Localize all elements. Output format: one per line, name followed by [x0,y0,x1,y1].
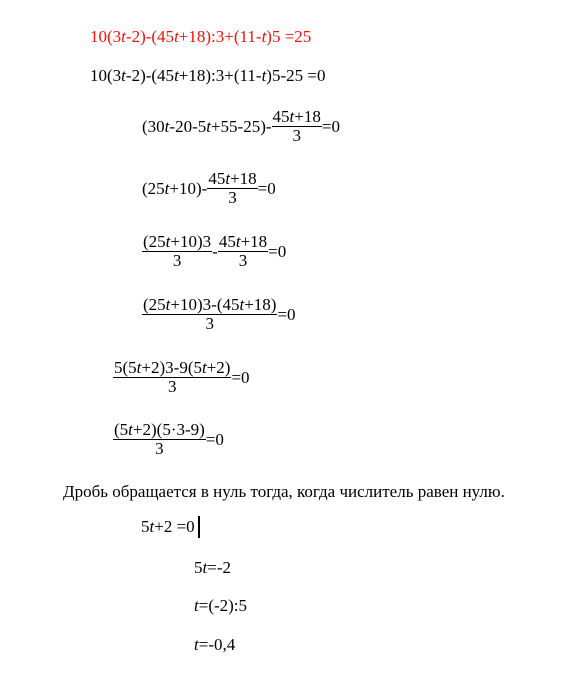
fraction [113,359,231,396]
equation-moved-terms: 10(3t-2)-(45t+18):3+(11-t)5-25 =0 [90,66,326,85]
fraction-numerator: 45t+18 [218,232,268,251]
fraction-denominator: 3 [238,251,248,270]
fraction-numerator: 45t+18 [208,169,257,188]
equation-step-expand: (30t-20-5t+55-25)- $\frac{45t+18}{3}$ =0 [142,107,340,145]
fraction-numerator: (25t+10)3 [143,232,212,251]
equation-step-simplify: (25t+10)- $\frac{45t+18}{3}$ =0 [142,169,276,207]
fraction-denominator: 3 [167,377,177,396]
fraction-denominator: 3 [228,188,237,207]
text-cursor [198,516,200,538]
fraction-numerator: 5(5t+2)3-9(5t+2) [114,358,231,377]
fraction-denominator: 3 [205,314,214,333]
fraction [207,170,257,207]
equation-numerator-zero: 5t+2 =0 [141,516,200,538]
fraction [113,421,206,458]
fraction-denominator: 3 [172,251,182,270]
fraction [142,233,212,270]
equation-solve-step-2: t=(-2):5 [194,596,248,615]
equation-step-common-denominator: $\frac{(25t+10)3}{3}$ - $\frac{45t+18}{3}$ =0 [143,232,287,270]
fraction-numerator: (5t+2)(5·3-9) [114,420,205,439]
equation-answer: t=-0,4 [194,635,236,654]
fraction-numerator: (25t+10)3-(45t+18) [143,295,277,314]
fraction-denominator: 3 [292,126,301,145]
equation-step-single-fraction: $\frac{(25t+10)3-(45t+18)}{3}$ =0 [143,295,296,333]
fraction-denominator: 3 [155,439,164,458]
fraction [218,233,268,270]
fraction-numerator: 45t+18 [272,107,321,126]
fraction [272,108,322,145]
equation-original: 10(3t-2)-(45t+18):3+(11-t)5 =25 [90,27,312,46]
equation-step-factored: $\frac{(5t+2)(5\cdot 3-9)}{3}$ =0 [114,420,224,458]
equation-solve-step-1: 5t=-2 [194,558,231,577]
fraction [142,296,277,333]
explanation-sentence: Дробь обращается в нуль тогда, когда числитель равен нулю. [63,482,505,501]
equation-step-factor: $\frac{5(5t+2)3-9(5t+2)}{3}$ =0 [114,358,250,396]
